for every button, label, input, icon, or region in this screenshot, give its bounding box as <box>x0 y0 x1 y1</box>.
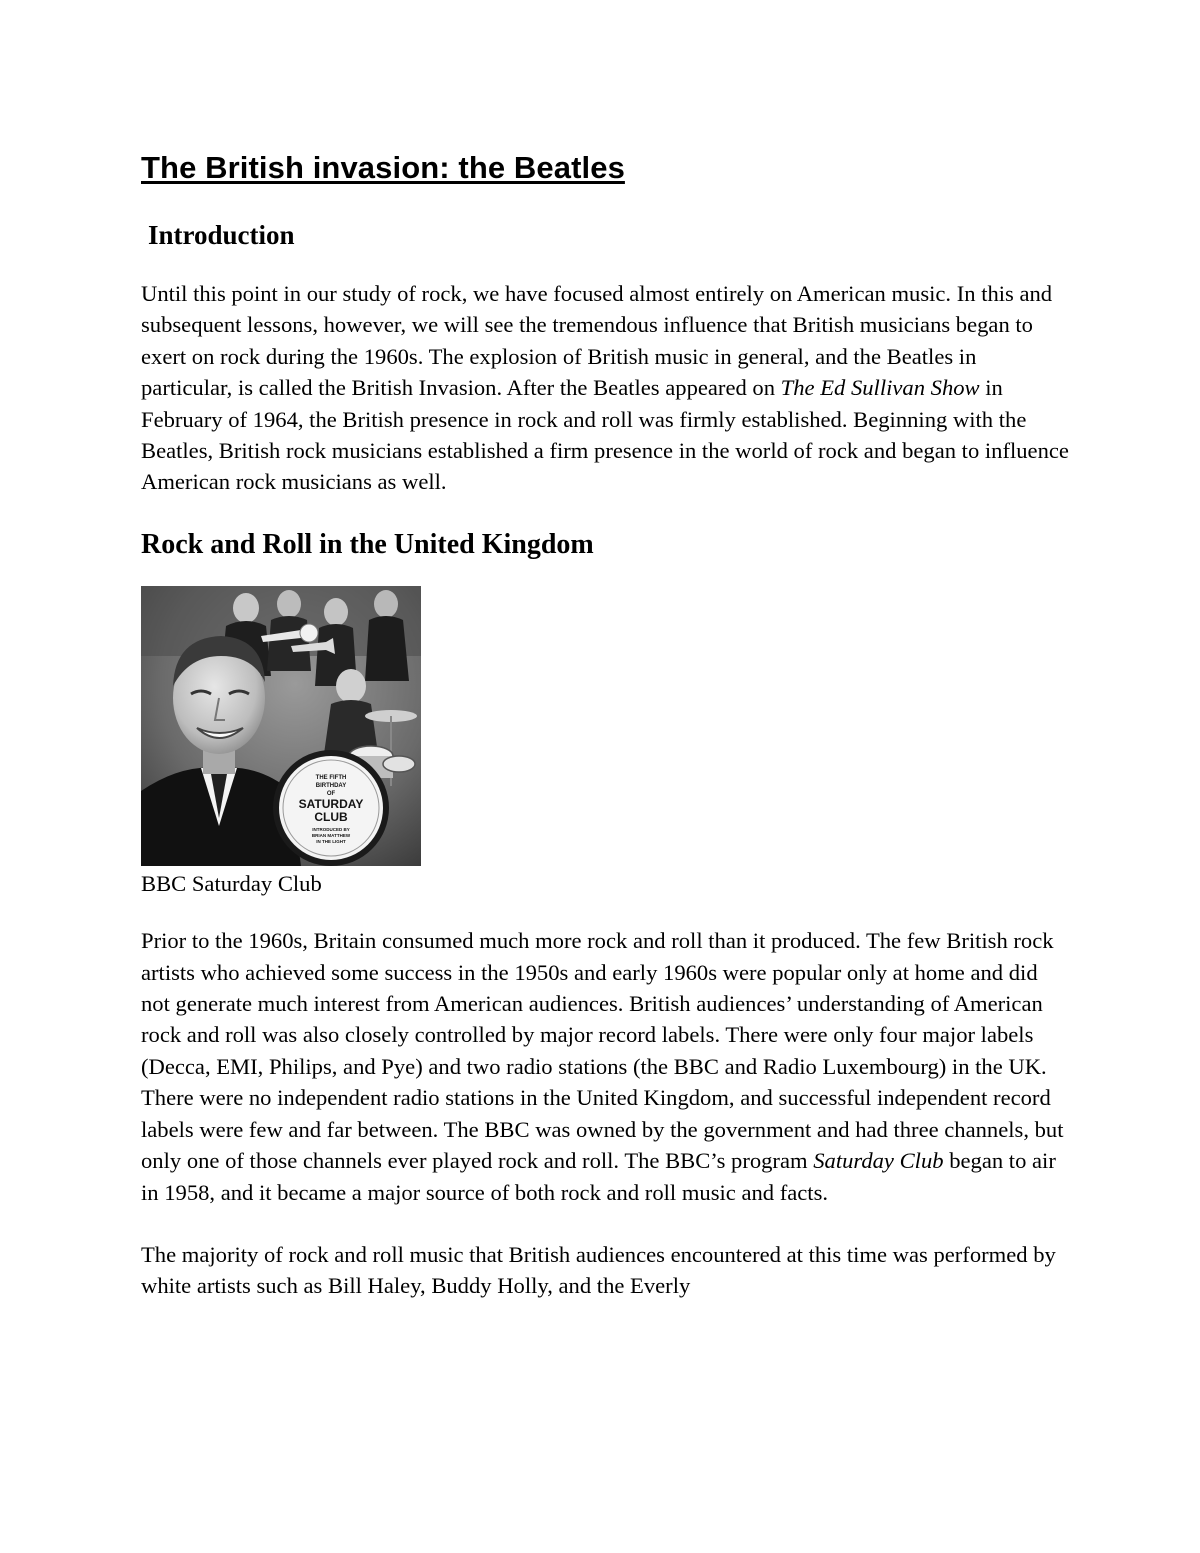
drum-text-line-4: SATURDAY <box>298 796 364 811</box>
introduction-paragraph <box>141 278 1071 498</box>
uk-paragraph-1 <box>141 925 1071 1208</box>
section-heading-introduction: Introduction <box>148 220 295 250</box>
figure-caption: BBC Saturday Club <box>141 870 322 896</box>
uk-italic-program-title: Saturday Club <box>813 1148 944 1174</box>
uk-text-part-2: began to air in 1958, and it became a major source of both rock and roll music and facts. <box>141 1148 1056 1205</box>
drum-text-line-3: OF <box>326 790 336 797</box>
intro-text-part-1: Until this point in our study of rock, we have focused almost entirely on American music. In this and subsequent lessons, however, we will see the tremendous influence that British musicians began to exert on rock during the 1960s. The explosion of British music in general, and the Beatles in particular, is called the British Invasion. After the Beatles appeared on <box>141 281 1053 401</box>
drum-text-line-5: CLUB <box>314 809 348 824</box>
saturday-club-photo <box>141 586 421 866</box>
intro-italic-show-title: The Ed Sullivan Show <box>780 375 980 401</box>
drum-text-line-8: IN THE LIGHT <box>316 838 346 844</box>
uk-paragraph-2: The majority of rock and roll music that British audiences encountered at this time was performed by white artists such as Bill Haley, Buddy Holly, and the Everly <box>141 1241 1056 1299</box>
document-title: The British invasion: the Beatles <box>141 150 625 185</box>
section-heading-uk: Rock and Roll in the United Kingdom <box>141 528 594 560</box>
document-body <box>141 148 1071 1302</box>
drum-text-line-6: INTRODUCED BY <box>312 826 350 832</box>
intro-text-part-2: in February of 1964, the British presence in rock and roll was firmly established. Beginning with the Beatles, British rock musicians established a firm presence in the world of rock and began to influence American rock musicians as well. <box>141 375 1069 495</box>
uk-text-part-1: Prior to the 1960s, Britain consumed much more rock and roll than it produced. The few British rock artists who achieved some success in the 1950s and early 1960s were popular only at home and did not generate much interest from American audiences. British audiences’ understanding of American rock and roll was also closely controlled by major record labels. There were only four major labels (Decca, EMI, Philips, and Pye) and two radio stations (the BBC and Radio Luxembourg) in the UK. There were no independent radio stations in the United Kingdom, and successful independent record labels were few and far between. The BBC was owned by the government and had three channels, but only one of those channels ever played rock and roll. The BBC’s program <box>141 928 1064 1174</box>
drum-text-line-2: BIRTHDAY <box>315 782 347 789</box>
drum-text-line-7: BRIAN MATTHEW <box>311 832 351 838</box>
drum-text-line-1: THE FIFTH <box>315 774 347 781</box>
saturday-club-photo-illustration <box>141 586 421 866</box>
